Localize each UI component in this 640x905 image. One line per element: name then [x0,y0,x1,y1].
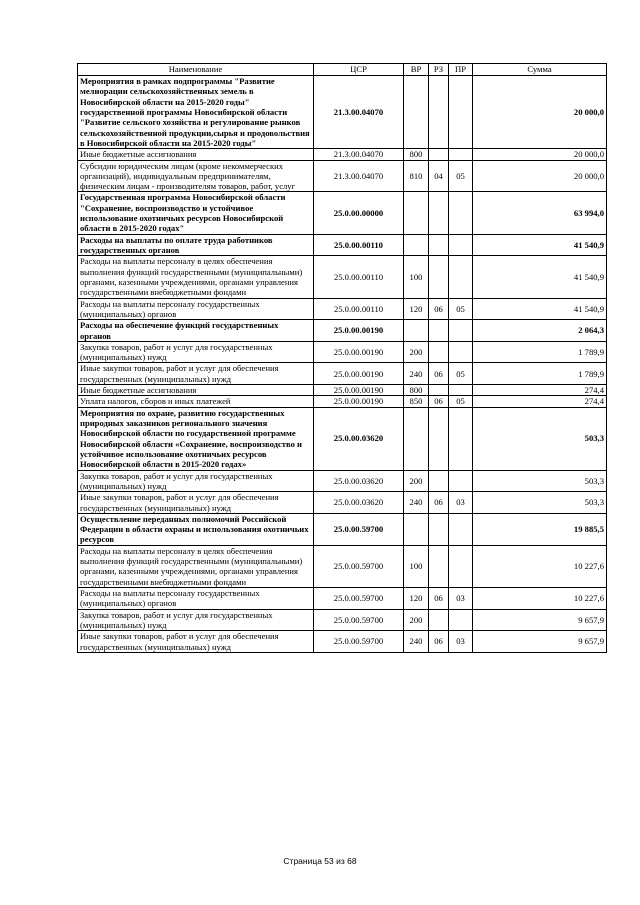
cell-name: Мероприятия по охране, развитию государственных природных заказников регионального значения Новосибирской области по государственной программе Новосибирской области «Сохранение, воспроизводство и устойчивое использование охотничьих ресурсов Новосибирской области в 2015-2020 годах» [78,407,314,470]
header-pr: ПР [449,64,473,76]
header-rz: РЗ [429,64,449,76]
cell-csr: 25.0.00.03620 [314,470,404,492]
table-row [78,234,607,256]
table-row [78,320,607,342]
cell-sum: 19 885,5 [473,513,607,545]
table-row [78,76,607,149]
table-row [78,385,607,396]
cell-sum: 503,3 [473,492,607,514]
table-row [78,588,607,610]
cell-pr [449,341,473,363]
cell-sum: 41 540,9 [473,298,607,320]
cell-vr [404,513,429,545]
cell-rz [429,341,449,363]
cell-csr: 25.0.00.00190 [314,363,404,385]
cell-sum: 9 657,9 [473,631,607,653]
cell-rz [429,234,449,256]
cell-name: Расходы на обеспечение функций государственных органов [78,320,314,342]
cell-vr: 200 [404,341,429,363]
cell-rz [429,149,449,160]
cell-vr [404,76,429,149]
cell-sum: 2 064,3 [473,320,607,342]
cell-csr: 25.0.00.00190 [314,320,404,342]
cell-pr [449,320,473,342]
cell-rz: 06 [429,631,449,653]
cell-vr: 100 [404,545,429,587]
cell-vr: 240 [404,363,429,385]
cell-pr [449,545,473,587]
cell-pr: 05 [449,396,473,407]
cell-csr: 25.0.00.00190 [314,341,404,363]
cell-sum: 9 657,9 [473,609,607,631]
cell-name: Закупка товаров, работ и услуг для государственных (муниципальных) нужд [78,470,314,492]
cell-name: Государственная программа Новосибирской области "Сохранение, воспроизводство и устойчивое использование охотничьих ресурсов Новосибирской области в 2015-2020 годах" [78,192,314,234]
cell-pr [449,234,473,256]
cell-rz [429,609,449,631]
table-row [78,470,607,492]
cell-pr: 03 [449,631,473,653]
cell-name: Иные закупки товаров, работ и услуг для обеспечения государственных (муниципальных) нужд [78,631,314,653]
cell-pr: 05 [449,298,473,320]
cell-name: Мероприятия в рамках подпрограммы "Развитие мелиорации сельскохозяйственных земель в Новосибирской области на 2015-2020 годы" государственной программы Новосибирской области "Развитие сельского хозяйства и регулирование рынков сельскохозяйственной продукции,сырья и продовольствия в Новосибирской области на 2015-2020 годы" [78,76,314,149]
cell-csr: 25.0.00.00110 [314,256,404,298]
cell-vr: 200 [404,609,429,631]
table-row [78,341,607,363]
cell-rz: 04 [429,160,449,192]
cell-pr [449,149,473,160]
cell-csr: 25.0.00.03620 [314,407,404,470]
cell-pr: 05 [449,363,473,385]
cell-vr: 120 [404,298,429,320]
page-number: Страница 53 из 68 [283,856,357,866]
cell-rz [429,545,449,587]
table-body [78,76,607,653]
cell-name: Осуществление переданных полномочий Российской Федерации в области охраны и использования охотничьих ресурсов [78,513,314,545]
budget-table [77,63,607,653]
cell-name: Иные бюджетные ассигнования [78,149,314,160]
cell-rz: 06 [429,363,449,385]
cell-name: Расходы на выплаты персоналу в целях обеспечения выполнения функций государственными (муниципальными) органами, казенными учреждениями, органами управления государственными внебюджетными фондами [78,545,314,587]
cell-pr [449,76,473,149]
cell-rz: 06 [429,298,449,320]
cell-csr: 25.0.00.00190 [314,396,404,407]
cell-name: Иные бюджетные ассигнования [78,385,314,396]
cell-rz [429,470,449,492]
cell-sum: 10 227,6 [473,545,607,587]
cell-rz [429,407,449,470]
header-sum: Сумма [473,64,607,76]
table-header-row [78,64,607,76]
cell-vr [404,320,429,342]
cell-sum: 63 994,0 [473,192,607,234]
cell-vr [404,407,429,470]
cell-pr: 05 [449,160,473,192]
cell-sum: 20 000,0 [473,76,607,149]
cell-csr: 25.0.00.59700 [314,545,404,587]
cell-vr: 200 [404,470,429,492]
cell-csr: 25.0.00.00000 [314,192,404,234]
cell-sum: 1 789,9 [473,341,607,363]
table-row [78,192,607,234]
cell-name: Закупка товаров, работ и услуг для государственных (муниципальных) нужд [78,341,314,363]
cell-name: Субсидии юридическим лицам (кроме некоммерческих организаций), индивидуальным предпринимателям, физическим лицам - производителям товаров, работ, услуг [78,160,314,192]
cell-sum: 20 000,0 [473,149,607,160]
table-row [78,298,607,320]
table-row [78,149,607,160]
table-row [78,513,607,545]
table-row [78,492,607,514]
cell-pr: 03 [449,588,473,610]
cell-vr: 850 [404,396,429,407]
cell-pr [449,407,473,470]
table-row [78,631,607,653]
cell-pr: 03 [449,492,473,514]
header-csr: ЦСР [314,64,404,76]
cell-pr [449,192,473,234]
cell-vr: 240 [404,631,429,653]
cell-name: Расходы на выплаты по оплате труда работников государственных органов [78,234,314,256]
cell-rz [429,320,449,342]
cell-name: Расходы на выплаты персоналу государственных (муниципальных) органов [78,298,314,320]
cell-sum: 1 789,9 [473,363,607,385]
table-row [78,160,607,192]
header-name: Наименование [78,64,314,76]
table-row [78,545,607,587]
cell-pr [449,256,473,298]
cell-vr: 100 [404,256,429,298]
table-row [78,609,607,631]
cell-vr: 120 [404,588,429,610]
cell-name: Расходы на выплаты персоналу государственных (муниципальных) органов [78,588,314,610]
cell-sum: 274,4 [473,396,607,407]
table-row [78,396,607,407]
cell-sum: 274,4 [473,385,607,396]
cell-csr: 25.0.00.03620 [314,492,404,514]
cell-pr [449,385,473,396]
cell-name: Уплата налогов, сборов и иных платежей [78,396,314,407]
cell-vr [404,192,429,234]
cell-rz: 06 [429,396,449,407]
cell-rz: 06 [429,588,449,610]
cell-name: Расходы на выплаты персоналу в целях обеспечения выполнения функций государственными (муниципальными) органами, казенными учреждениями, органами управления государственными внебюджетными фондами [78,256,314,298]
cell-pr [449,513,473,545]
cell-csr: 21.3.00.04070 [314,149,404,160]
cell-rz [429,256,449,298]
cell-csr: 25.0.00.59700 [314,631,404,653]
cell-rz [429,76,449,149]
cell-csr: 25.0.00.00190 [314,385,404,396]
cell-sum: 503,3 [473,470,607,492]
cell-csr: 25.0.00.59700 [314,513,404,545]
cell-csr: 21.3.00.04070 [314,76,404,149]
cell-vr: 800 [404,385,429,396]
cell-sum: 503,3 [473,407,607,470]
cell-rz [429,513,449,545]
cell-name: Закупка товаров, работ и услуг для государственных (муниципальных) нужд [78,609,314,631]
cell-csr: 25.0.00.00110 [314,298,404,320]
cell-rz [429,192,449,234]
cell-csr: 25.0.00.59700 [314,609,404,631]
table-row [78,256,607,298]
cell-sum: 41 540,9 [473,234,607,256]
cell-name: Иные закупки товаров, работ и услуг для обеспечения государственных (муниципальных) нужд [78,492,314,514]
cell-csr: 21.3.00.04070 [314,160,404,192]
cell-sum: 41 540,9 [473,256,607,298]
cell-pr [449,609,473,631]
header-vr: ВР [404,64,429,76]
cell-sum: 10 227,6 [473,588,607,610]
cell-pr [449,470,473,492]
cell-vr: 240 [404,492,429,514]
cell-sum: 20 000,0 [473,160,607,192]
cell-rz: 06 [429,492,449,514]
cell-vr: 800 [404,149,429,160]
cell-rz [429,385,449,396]
cell-name: Иные закупки товаров, работ и услуг для обеспечения государственных (муниципальных) нужд [78,363,314,385]
cell-vr: 810 [404,160,429,192]
cell-csr: 25.0.00.00110 [314,234,404,256]
cell-vr [404,234,429,256]
table-row [78,363,607,385]
cell-csr: 25.0.00.59700 [314,588,404,610]
table-row [78,407,607,470]
